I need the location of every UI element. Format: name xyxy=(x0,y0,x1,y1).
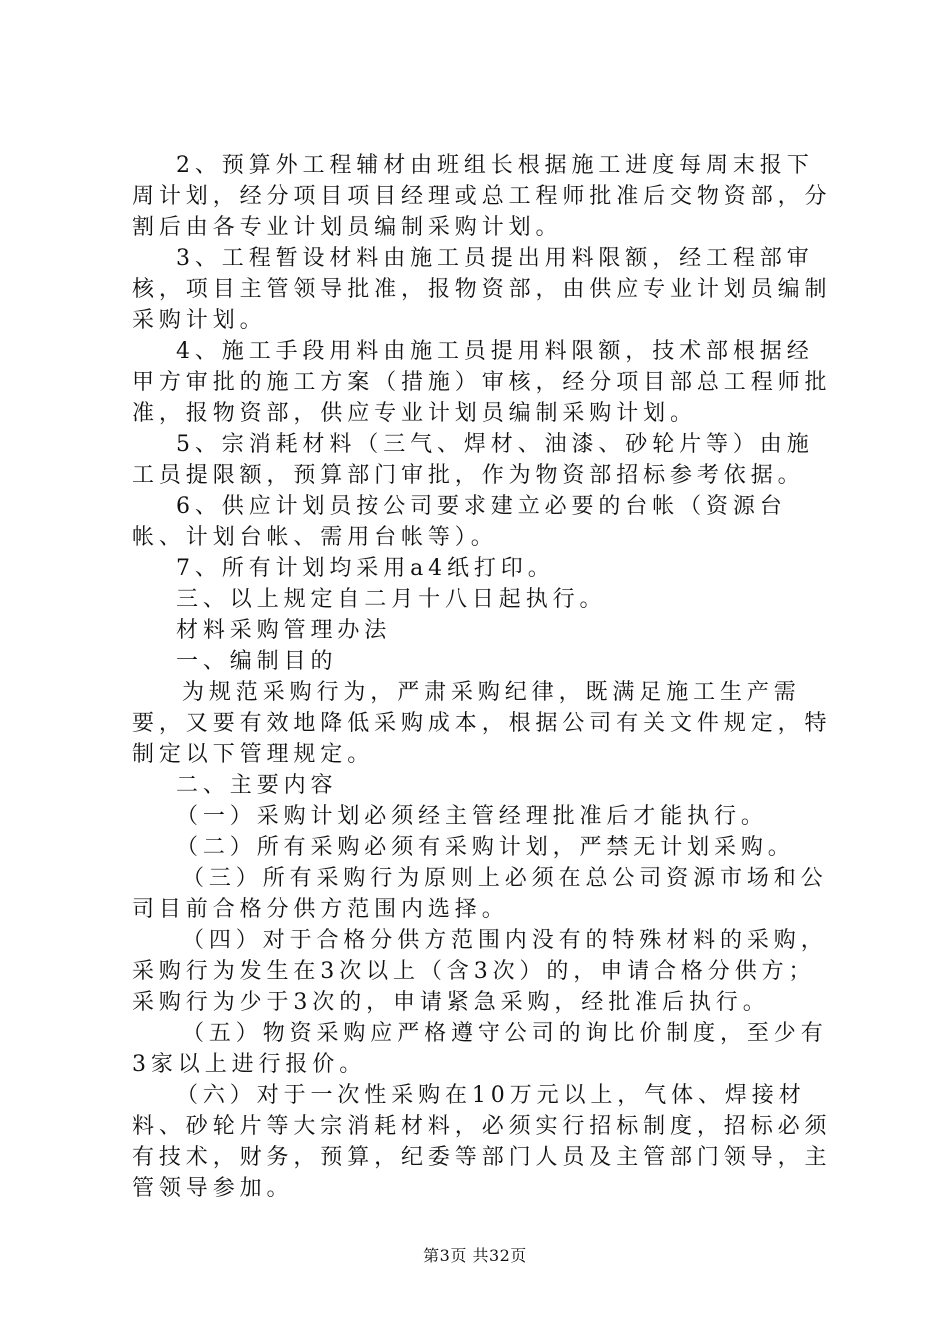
paragraph-clause-6: （六）对于一次性采购在10万元以上，气体、焊接材料、砂轮片等大宗消耗材料，必须实行招标制度，招标必须有技术，财务，预算，纪委等部门人员及主管部门领导，主管领导参加。 xyxy=(132,1083,832,1201)
paragraph-section-3: 三、以上规定自二月十八日起执行。 xyxy=(176,587,607,612)
paragraph-clause-5: （五）物资采购应严格遵守公司的询比价制度，至少有3家以上进行报价。 xyxy=(132,1021,828,1077)
document-body xyxy=(132,150,832,1204)
paragraph-item-6: 6、供应计划员按公司要求建立必要的台帐（资源台帐、计划台帐、需用台帐等）。 xyxy=(132,494,787,550)
paragraph-clause-4: （四）对于合格分供方范围内没有的特殊材料的采购，采购行为发生在3次以上（含3次）的，申请合格分供方；采购行为少于3次的，申请紧急采购，经批准后执行。 xyxy=(132,928,828,1015)
paragraph-item-7: 7、所有计划均采用a4纸打印。 xyxy=(176,556,555,581)
paragraph-purpose: 为规范采购行为，严肃采购纪律，既满足施工生产需要，又要有效地降低采购成本，根据公司有关文件规定，特制定以下管理规定。 xyxy=(132,680,832,767)
page-footer: 第3页 共32页 xyxy=(423,1246,527,1265)
section-heading-purpose: 一、编制目的 xyxy=(176,649,338,674)
paragraph-item-5: 5、宗消耗材料（三气、焊材、油漆、砂轮片等）由施工员提限额，预算部门审批，作为物资部招标参考依据。 xyxy=(132,432,814,488)
section-heading-content: 二、主要内容 xyxy=(176,773,338,798)
paragraph-item-4: 4、施工手段用料由施工员提用料限额，技术部根据经甲方审批的施工方案（措施）审核，经分项目部总工程师批准，报物资部，供应专业计划员编制采购计划。 xyxy=(132,339,832,426)
paragraph-clause-2: （二）所有采购必须有采购计划，严禁无计划采购。 xyxy=(176,835,795,860)
paragraph-clause-1: （一）采购计划必须经主管经理批准后才能执行。 xyxy=(176,804,768,829)
paragraph-item-2: 2、预算外工程辅材由班组长根据施工进度每周末报下周计划，经分项目项目经理或总工程师批准后交物资部，分割后由各专业计划员编制采购计划。 xyxy=(132,153,832,240)
paragraph-clause-3: （三）所有采购行为原则上必须在总公司资源市场和公司目前合格分供方范围内选择。 xyxy=(132,866,828,922)
document-subtitle: 材料采购管理办法 xyxy=(176,618,392,643)
paragraph-item-3: 3、工程暂设材料由施工员提出用料限额，经工程部审核，项目主管领导批准，报物资部，由供应专业计划员编制采购计划。 xyxy=(132,246,832,333)
